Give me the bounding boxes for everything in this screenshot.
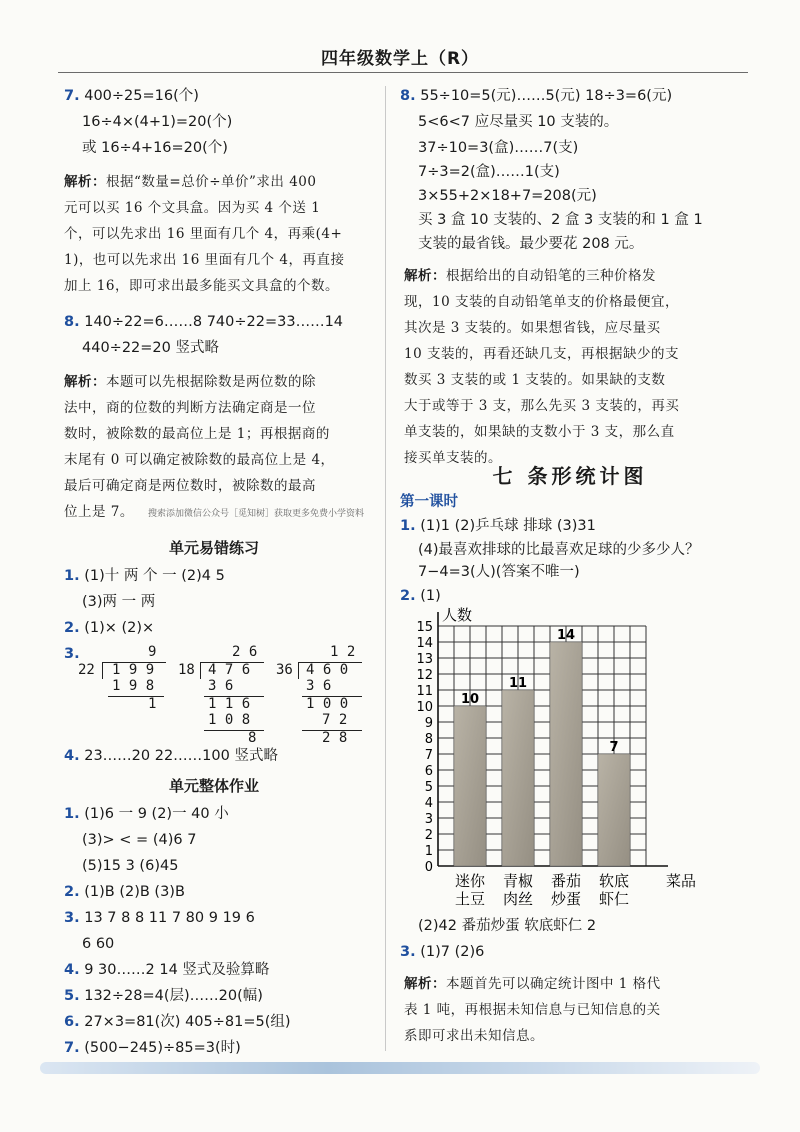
answer-7: 7. 400÷25=16(个) — [64, 88, 199, 104]
bar-2 — [502, 690, 534, 866]
error-answer-1: 1. (1)十 两 个 一 (2)4 5 — [64, 568, 225, 584]
homework-answer-1: 1. (1)6 一 9 (2)一 40 小 — [64, 806, 229, 822]
x-category-label-line2: 肉丝 — [502, 890, 534, 906]
dividend: 1 9 9 — [112, 662, 155, 678]
lesson-answer-1-line3: 7−4=3(人)(答案不唯一) — [418, 564, 580, 580]
analysis-3-line1: 解析：本题首先可以确定统计图中 1 格代 — [404, 976, 661, 992]
remainder: 1 — [148, 696, 157, 712]
x-axis-label: 菜品 — [666, 872, 697, 890]
bar-3 — [550, 642, 582, 866]
lesson-label: 第一课时 — [400, 494, 458, 510]
x-category-label-line2: 土豆 — [454, 890, 486, 906]
unit-title: 七 条形统计图 — [492, 464, 648, 488]
partial-product: 1 9 8 — [112, 678, 155, 694]
watermark-text: 搜索添加微信公众号［觅知树］获取更多免费小学资料 — [148, 509, 365, 519]
bottom-decoration — [40, 1062, 760, 1074]
analysis-8-right-line6: 大于或等于 3 支，那么先买 3 支装的，再买 — [404, 398, 680, 414]
y-tick-label: 15 — [416, 620, 433, 635]
quotient: 1 2 — [330, 644, 356, 660]
homework-answer-3: 3. 13 7 8 8 11 7 80 9 19 6 — [64, 910, 255, 926]
analysis-8-line1: 解析：本题可以先根据除数是两位数的除 — [64, 374, 316, 390]
lesson-answer-1-line2: (4)最喜欢排球的比最喜欢足球的少多少人？ — [418, 542, 700, 558]
bar-value-label: 7 — [609, 740, 619, 755]
analysis-7-line1: 解析：根据“数量=总价÷单价”求出 400 — [64, 174, 317, 190]
division-bracket — [298, 663, 299, 679]
partial-remainder: 1 1 6 — [208, 696, 251, 712]
y-tick-label: 3 — [424, 812, 433, 827]
partial-product-2: 1 0 8 — [208, 712, 251, 728]
analysis-7-line4: 1)，也可以先求出 16 里面有几个 4，再直接 — [64, 252, 345, 268]
y-tick-label: 2 — [424, 828, 433, 843]
divisor: 36 — [276, 662, 293, 678]
lesson-answer-2-line2: (2)42 番茄炒蛋 软底虾仁 2 — [418, 918, 597, 934]
error-answer-1-line2: (3)两 一 两 — [82, 594, 156, 610]
analysis-8-right-line5: 数买 3 支装的或 1 支装的。如果缺的支数 — [404, 372, 666, 388]
y-tick-label: 5 — [424, 780, 433, 795]
partial-product-1: 3 6 — [208, 678, 234, 694]
y-tick-label: 6 — [424, 764, 433, 779]
quotient: 2 6 — [232, 644, 258, 660]
answer-8-right-line2: 5<6<7 应尽量买 10 支装的。 — [418, 114, 619, 130]
analysis-8-right-line2: 现，10 支装的自动铅笔单支的价格最便宜， — [404, 294, 679, 310]
answer-8: 8. 140÷22=6……8 740÷22=33……14 — [64, 314, 344, 330]
y-tick-label: 8 — [424, 732, 433, 747]
homework-answer-2: 2. (1)B (2)B (3)B — [64, 884, 185, 900]
y-axis-label: 人数 — [442, 606, 473, 624]
page-header: 四年级数学上（R） — [320, 49, 480, 69]
x-category-label-line1: 番茄 — [550, 872, 582, 890]
answer-8-right-line6: 买 3 盒 10 支装的、2 盒 3 支装的和 1 盒 1 — [418, 212, 703, 228]
bar-chart — [394, 598, 714, 906]
dividend: 4 7 6 — [208, 662, 251, 678]
bar-4 — [598, 754, 630, 866]
answer-8-right-line7: 支装的最省钱。最少要花 208 元。 — [418, 236, 644, 252]
y-tick-label: 14 — [416, 636, 433, 651]
quotient: 9 — [148, 644, 157, 660]
analysis-8-line3: 数时，被除数的最高位上是 1；再根据商的 — [64, 426, 330, 442]
analysis-8-line4: 末尾有 0 可以确定被除数的最高位上是 4， — [64, 452, 335, 468]
x-category-label-line2: 炒蛋 — [550, 890, 582, 906]
lesson-answer-1: 1. (1)1 (2)乒乓球 排球 (3)31 — [400, 518, 596, 534]
header-rule — [58, 72, 748, 73]
divisor: 18 — [178, 662, 195, 678]
section-unit-homework: 单元整体作业 — [168, 777, 259, 795]
dividend: 4 6 0 — [306, 662, 349, 678]
answer-7-line2: 16÷4×(4+1)=20(个) — [82, 114, 233, 130]
lesson-answer-2: 2. (1) — [400, 588, 441, 604]
y-tick-label: 4 — [424, 796, 433, 811]
lesson-answer-3: 3. (1)7 (2)6 — [400, 944, 485, 960]
analysis-8-right-line3: 其次是 3 支装的。如果想省钱，应尽量买 — [404, 320, 661, 336]
answer-7-line3: 或 16÷4+16=20(个) — [82, 140, 228, 156]
y-tick-label: 7 — [424, 748, 433, 763]
x-category-label-line1: 青椒 — [502, 872, 534, 890]
bar-value-label: 10 — [460, 692, 480, 707]
analysis-8-line6: 位上是 7。 — [64, 504, 134, 520]
division-bracket — [200, 663, 201, 679]
homework-answer-6: 6. 27×3=81(次) 405÷81=5(组) — [64, 1014, 291, 1030]
analysis-8-line2: 法中，商的位数的判断方法确定商是一位 — [64, 400, 316, 416]
remainder: 8 — [248, 730, 257, 746]
bar-1 — [454, 706, 486, 866]
divisor: 22 — [78, 662, 95, 678]
bar-value-label: 11 — [508, 676, 528, 691]
y-tick-label: 12 — [416, 668, 433, 683]
y-tick-label: 0 — [424, 860, 433, 875]
homework-answer-7: 7. (500−245)÷85=3(时) — [64, 1040, 241, 1056]
division-bracket — [102, 663, 103, 679]
answer-8-line2: 440÷22=20 竖式略 — [82, 340, 219, 356]
remainder: 2 8 — [322, 730, 348, 746]
error-answer-3-number: 3. — [64, 646, 80, 662]
answer-8-right-line4: 7÷3=2(盒)……1(支) — [418, 164, 560, 180]
answer-8-right-line5: 3×55+2×18+7=208(元) — [418, 188, 597, 204]
answer-8-right-line3: 37÷10=3(盒)……7(支) — [418, 140, 579, 156]
x-category-label-line1: 迷你 — [454, 872, 486, 890]
analysis-7-line2: 元可以买 16 个文具盒。因为买 4 个送 1 — [64, 200, 321, 216]
analysis-8-right-line8: 接买单支装的。 — [404, 450, 502, 466]
y-tick-label: 1 — [424, 844, 433, 859]
y-tick-label: 9 — [424, 716, 433, 731]
homework-answer-1-line2: (3)> < = (4)6 7 — [82, 832, 197, 848]
y-tick-label: 11 — [416, 684, 433, 699]
y-tick-label: 13 — [416, 652, 433, 667]
homework-answer-3-line2: 6 60 — [82, 936, 115, 952]
analysis-8-right-line1: 解析：根据给出的自动铅笔的三种价格发 — [404, 268, 656, 284]
x-category-label-line1: 软底 — [598, 872, 630, 890]
analysis-3-line2: 表 1 吨，再根据未知信息与已知信息的关 — [404, 1002, 661, 1018]
analysis-8-right-line4: 10 支装的，再看还缺几支，再根据缺少的支 — [404, 346, 679, 362]
bar-value-label: 14 — [556, 628, 576, 643]
analysis-7-line3: 个，可以先求出 16 里面有几个 4，再乘(4+ — [64, 226, 343, 242]
error-answer-4: 4. 23……20 22……100 竖式略 — [64, 748, 278, 764]
column-divider — [385, 86, 386, 1051]
homework-answer-4: 4. 9 30……2 14 竖式及验算略 — [64, 962, 270, 978]
partial-remainder: 1 0 0 — [306, 696, 349, 712]
error-answer-2: 2. (1)× (2)× — [64, 620, 155, 636]
homework-answer-5: 5. 132÷28=4(层)……20(幅) — [64, 988, 263, 1004]
y-tick-label: 10 — [416, 700, 433, 715]
analysis-8-line5: 最后可确定商是两位数时，被除数的最高 — [64, 478, 316, 494]
partial-product-2: 7 2 — [322, 712, 348, 728]
partial-product-1: 3 6 — [306, 678, 332, 694]
analysis-3-line3: 系即可求出未知信息。 — [404, 1028, 544, 1044]
homework-answer-1-line3: (5)15 3 (6)45 — [82, 858, 179, 874]
analysis-7-line5: 加上 16，即可求出最多能买文具盒的个数。 — [64, 278, 339, 294]
x-category-label-line2: 虾仁 — [598, 890, 630, 906]
section-error-practice: 单元易错练习 — [168, 539, 259, 557]
answer-8-right: 8. 55÷10=5(元)……5(元) 18÷3=6(元) — [400, 88, 673, 104]
analysis-8-right-line7: 单支装的，如果缺的支数小于 3 支，那么直 — [404, 424, 675, 440]
